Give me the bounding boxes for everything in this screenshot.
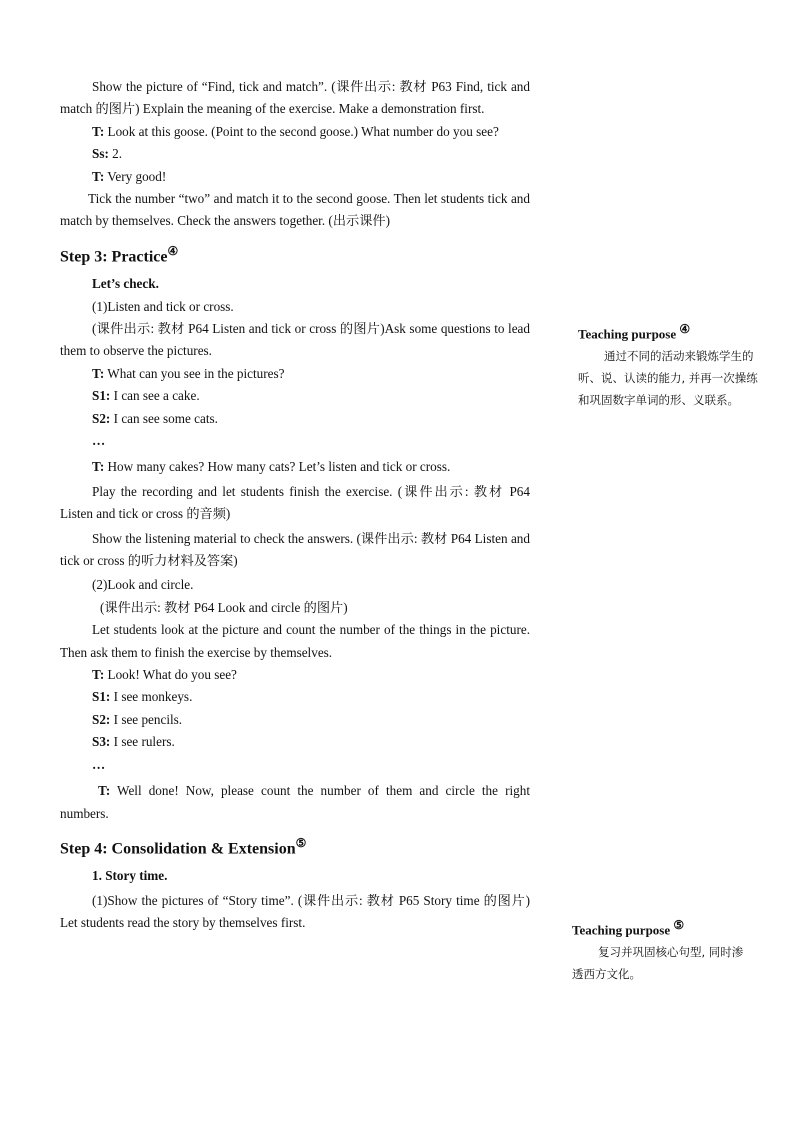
- note-text: 通过不同的活动来锻炼学生的听、说、认读的能力, 并再一次操练和巩固数字单词的形、义联系。: [578, 349, 758, 408]
- step3-mark: ④: [167, 243, 179, 258]
- speaker: T:: [92, 123, 105, 139]
- step3-subheading: Let’s check.: [92, 276, 159, 292]
- dialog-line: [60, 664, 530, 686]
- dialog-line: [60, 166, 530, 188]
- dialog-text: 2.: [108, 146, 123, 162]
- teaching-purpose-note-4: [578, 318, 758, 411]
- dialog-text: What can you see in the pictures?: [104, 365, 285, 381]
- intro-paragraph-2: Tick the number “two” and match it to the second goose. Then let students tick and match by themselves. Check the answers together. (出示课件): [60, 191, 530, 229]
- speaker: T:: [92, 459, 105, 475]
- ellipsis: …: [92, 756, 106, 772]
- note-text: 复习并巩固核心句型, 同时渗透西方文化。: [572, 945, 744, 982]
- dialog-text: I see rulers.: [110, 734, 175, 750]
- step4-heading-text: Step 4: Consolidation & Extension: [60, 840, 296, 858]
- play-paragraph: Play the recording and let students finish the exercise. (课件出示: 教材 P64 Listen and tick or cross 的音频): [60, 483, 530, 522]
- dialog-line: [60, 686, 530, 708]
- dialog-line: [60, 143, 530, 165]
- note-mark: ④: [679, 322, 691, 336]
- dialog-text: I can see some cats.: [110, 410, 218, 426]
- dialog-line: [60, 121, 530, 143]
- step4-subheading: 1. Story time.: [92, 868, 168, 884]
- speaker: S2:: [92, 711, 111, 727]
- dialog-line: [60, 731, 530, 753]
- dialog-text: Very good!: [104, 168, 167, 184]
- dialog-line: [60, 780, 530, 825]
- teaching-purpose-note-5: [572, 914, 752, 985]
- speaker: Ss:: [92, 146, 109, 162]
- note-title-text: Teaching purpose: [578, 326, 677, 342]
- speaker: T:: [92, 168, 105, 184]
- ellipsis: …: [92, 433, 106, 449]
- speaker: T:: [98, 783, 111, 799]
- note-title-text: Teaching purpose: [572, 922, 671, 938]
- dialog-text: Well done! Now, please count the number of them and circle the right numbers.: [60, 783, 530, 821]
- speaker: S2:: [92, 410, 111, 426]
- part1-desc: (课件出示: 教材 P64 Listen and tick or cross 的图片)Ask some questions to lead them to observe the pictures.: [60, 320, 530, 359]
- step4-heading: [60, 831, 530, 861]
- main-column: [60, 76, 530, 934]
- part1-title: (1)Listen and tick or cross.: [92, 298, 234, 314]
- dialog-line: [60, 363, 530, 385]
- speaker: S1:: [92, 689, 111, 705]
- note-title: [578, 318, 758, 345]
- part2-title: (2)Look and circle.: [92, 577, 194, 593]
- step4-mark: ⑤: [295, 835, 307, 850]
- dialog-text: I see pencils.: [110, 711, 183, 727]
- note-title: [572, 914, 752, 941]
- dialog-line: [60, 709, 530, 731]
- part2-show: (课件出示: 教材 P64 Look and circle 的图片): [100, 599, 348, 615]
- speaker: S3:: [92, 734, 111, 750]
- intro-paragraph: Show the picture of “Find, tick and match”. (课件出示: 教材 P63 Find, tick and match 的图片) Explain the meaning of the exercise. Make a demonstration first.: [60, 79, 530, 117]
- dialog-text: Look! What do you see?: [104, 667, 237, 683]
- part2-desc: Let students look at the picture and count the number of the things in the picture. Then ask them to finish the exercise by themselves.: [60, 622, 530, 660]
- speaker: T:: [92, 667, 105, 683]
- step4-paragraph: (1)Show the pictures of “Story time”. (课件出示: 教材 P65 Story time 的图片) Let students read the story by themselves first.: [60, 892, 530, 931]
- dialog-line: [60, 385, 530, 407]
- speaker: S1:: [92, 388, 111, 404]
- note-mark: ⑤: [673, 918, 685, 932]
- speaker: T:: [92, 365, 105, 381]
- dialog-line: [60, 456, 530, 478]
- step3-heading-text: Step 3: Practice: [60, 248, 168, 266]
- step3-heading: [60, 239, 530, 269]
- dialog-text: Look at this goose. (Point to the second goose.) What number do you see?: [104, 123, 499, 139]
- dialog-text: I can see a cake.: [110, 388, 200, 404]
- dialog-text: How many cakes? How many cats? Let’s listen and tick or cross.: [104, 459, 451, 475]
- show-paragraph: Show the listening material to check the answers. (课件出示: 教材 P64 Listen and tick or cross 的听力材料及答案): [60, 530, 530, 569]
- dialog-line: [60, 408, 530, 430]
- dialog-text: I see monkeys.: [110, 689, 193, 705]
